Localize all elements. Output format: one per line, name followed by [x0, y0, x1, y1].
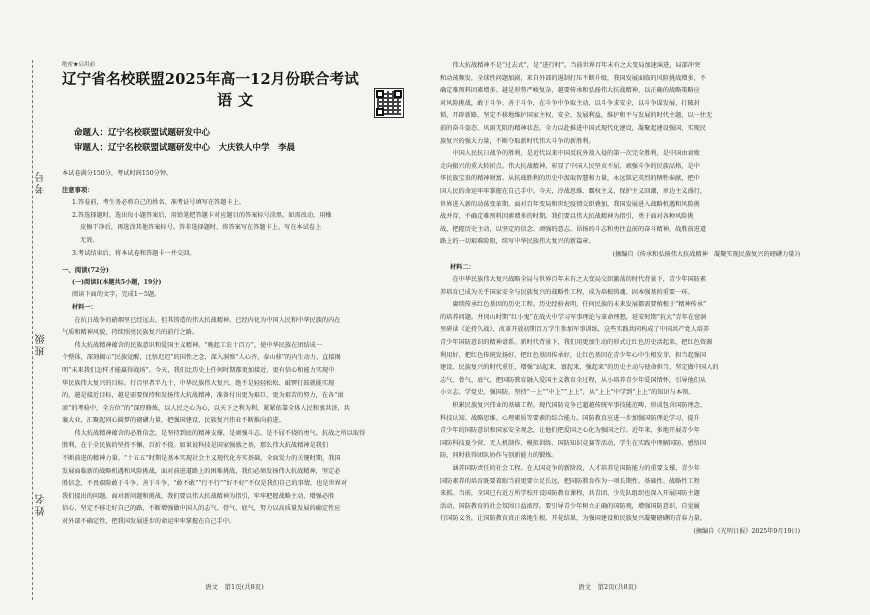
- text-line: 的培养问题。井冈山时期“红小鬼”在战火中学习军事理论与革命理想，延安时期“抗大”青年在窑洞: [440, 313, 707, 321]
- text-line: 锁，开辟新路，坚定不移地维护国家主权、安全、发展利益，维护和平与发展的时代主题，以一往无: [440, 112, 713, 120]
- subject-title: 语文: [217, 91, 260, 109]
- text-line: 华民族宝贵的精神财富。从抗战胜利的历史中汲取智慧和力量，永远铭记英烈的牺牲奉献，把中: [440, 175, 700, 183]
- text-line: 青少年的国防意识和国家安全观念，让他们把爱国之心化为强国之行。近年来，多地开展青少年: [440, 427, 700, 435]
- subject-row: [62, 90, 412, 120]
- text-line: 涵养国防责任的社会工程。在大国竞争的新阶段，人才培养是国防能力的重要支撑，青少年: [452, 465, 700, 472]
- author-line-1: 命题人：辽宁名校联盟试题研发中心: [74, 128, 211, 138]
- binding-exam-no: 考号: [36, 170, 47, 194]
- text-line: 前的奋斗姿态、风雨无阻的精神状态，全力以赴推进中国式现代化建设，凝聚起建设强国、实现民: [440, 124, 707, 132]
- authors: [74, 126, 412, 156]
- text-line: 世界进入新的动荡变革期，面对百年变局和世纪疫情交织叠加，我国发展进入战略机遇和风险挑: [440, 200, 700, 208]
- text-line: 科技认知、战略思维、心理素质等要素的综合能力。国防教育应进一步加强国防理论学习，提升: [440, 414, 700, 422]
- section-title: 一、阅读(72分): [62, 266, 109, 275]
- binding-name: 姓名: [36, 492, 47, 516]
- text-line: 我们提出的问题。面对新问题和挑战，我们要以伟大抗战精神为指引，牢牢把握战略主动，增强必胜: [62, 492, 335, 500]
- author-line-2: 审题人：辽宁名校联盟试题研发中心 大庆铁人中学 李晨: [74, 143, 296, 153]
- text-line: 胜信念，不畏艰险敢于斗争、善于斗争，“敢不敢”“行不行”“好不好”不仅是我们自己的事情，也是世界对: [62, 480, 348, 488]
- text-line: 明“未来我们怎样才能赢得战场”。今天，我们比历史上任何时期都更加接近、更有信心和能力实现中: [62, 366, 335, 374]
- material-1-continued: [440, 60, 800, 249]
- text-line: 利用好、把红色传统发扬好、把红色基因传承好，让红色基因在青少年心中生根发芽，担当起强国: [440, 351, 707, 359]
- text-line: 中国人民抗日战争的胜利，是近代以来中国反抗外敌入侵的第一次完全胜利，是中国由衰败: [452, 150, 700, 158]
- text-line: 建设、民族复兴的时代重任，增强“站起来、富起来、强起来”的历史主动与使命担当，坚定做中国人的: [440, 364, 719, 372]
- text-line: 国防科技夏令营、无人机制作、模拟训练、国防知识竞赛等活动，学生在实践中理解国防、感悟国: [440, 439, 707, 447]
- text-line: 不断前进的精神力量。“十五五”时期是基本实现社会主义现代化夯实基础、全面发力的关键时期，我国: [62, 455, 341, 463]
- text-line: 活动，国防教育的社会氛围日益浓厚。要引导青少年树立正确的国防观，增强国防意识，自觉履: [440, 502, 700, 510]
- text-line: 胜利，在于全民族的坚持不懈、百折不挠。如果说科技是国家强盛之基，那么伟大抗战精神是我们: [62, 442, 329, 450]
- binding-class: 班级: [36, 332, 47, 356]
- text-line: 行国防义务，让国防教育真正落地生根、开花结果，为强国建设和民族复兴凝聚磅礴的青春力量。: [440, 515, 707, 523]
- text-line: 个整体，深刻揭示“民族觉醒，比悟迟迟”的国性之念，深入洞察“人心齐，泰山移”的内生动力，直接揭: [62, 354, 341, 362]
- notes-heading: 注意事项：: [62, 186, 94, 194]
- material-1-label: 材料一：: [72, 303, 97, 311]
- text-line: 来抓。当前，全国已有近万所学校开设国防教育课程，共青团、少先队组织也深入开展国防主题: [440, 490, 700, 498]
- score-time: 本试卷满分150分，考试时间150分钟。: [62, 170, 173, 177]
- text-line: 滚”的考验中，全方位“的”深厚修炼，以人民之心为心，以天下之利为利，紧紧依靠全体人民和衷共济，共: [62, 404, 350, 412]
- text-line: 走向振兴的重大转折点。伟大抗战精神，彰显了中国人民坚贞不屈、顽强斗争的民族品格，是中: [440, 162, 700, 170]
- text-line: 族复兴的强大力量，不断夺取新时代伟大斗争的新胜利。: [440, 137, 595, 145]
- text-line: 小立志、学党史、强国防，坚持“一上”“中上”“上上”，从“上上”中学到“上上”的知识与本领。: [440, 389, 695, 397]
- text-line: 战，把握历史主动，以坚定的信念、顽强的意志、昂扬的斗志和勇往直前的奋斗精神，战胜前进道: [440, 225, 707, 233]
- note-line: 无效。: [80, 236, 99, 244]
- material-2-source: (摘编自《光明日报》2025年9月19日): [693, 527, 800, 535]
- material-1-source: (摘编自《传承和弘扬伟大抗战精神 凝聚实现民族复兴的磅礴力量》): [612, 250, 800, 258]
- subsection-title: (一)阅读Ⅰ(本题共5小题，19分): [72, 278, 162, 286]
- text-line: 国防素养的培育既要着眼当前更要立足长远，把国防教育作为一项长期性、基础性、战略性工程: [440, 477, 700, 485]
- text-line: 里研读《论持久战》，改革开放初期百万学生参加军事训练，这些实践共同构成了中国共产党人培养: [440, 326, 710, 334]
- text-line: 赓续传承红色基因的历史工程。历史经验表明，任何民族的未来发展都需要植根于“精神传承”: [452, 301, 707, 309]
- text-line: 伟大抗战精神蕴含的民族意识和爱国主义精神。“晚起工农十百万”，使中华民族在团结成一: [74, 341, 323, 349]
- text-line: 和动荡频发，全球性问题加剧，来自外部的遏制打压不断升级，我国发展面临的风险挑战增多，不: [440, 74, 707, 82]
- text-line: 志气、骨气、底气，把国防教育融入爱国主义教育全过程，从小培养青少年爱国情怀，引导他们从: [440, 376, 707, 384]
- reading-lead: 阅读下面的文字，完成1～5题。: [72, 291, 161, 299]
- text-line: 在抗日战争的硝烟里已经远去，但其铸造的伟大抗战精神，已经内化为中国人民和中华民族的内在: [74, 316, 341, 324]
- note-line: 3.考试结束后，将本试卷和答题卡一并交回。: [72, 249, 196, 257]
- binding-line: [32, 60, 33, 600]
- notes-list: [62, 197, 412, 260]
- text-line: 信心，坚定不移走好自己的路，不断增强做中国人的志气、骨气、底气，努力以高质量发展的确定性应: [62, 505, 341, 513]
- text-line: 伟大抗战精神不是“过去式”，是“进行时”。当前世界百年未有之大变局加速演进，局部冲突: [452, 62, 701, 69]
- right-column: [440, 60, 800, 539]
- page-footer-left: 语文 第1页(共8页): [205, 583, 264, 591]
- text-line: 襄大业，汇聚起同心圆梦的磅礴力量，把强国建设、民族复兴伟业不断推向前进。: [62, 417, 285, 425]
- text-line: 确定难预料因素增多。越是形势严峻复杂，越要传承和弘扬伟大抗战精神，以正确的战略策略应: [440, 87, 700, 95]
- text-line: 战并存、不确定难预料因素增多的时期。我们要以伟大抗战精神为指引，勇于面对各种风险挑: [440, 213, 694, 221]
- material-2-label: 材料二：: [450, 263, 475, 271]
- material-1-text: [62, 315, 412, 529]
- text-line: 气质和精神风貌，持续照亮民族复兴的前行之路。: [62, 329, 199, 337]
- text-line: 积累民族复兴伟业的基础工程。现代国防竞争已超越传统军事技能范畴，形成包含国防理念、: [452, 402, 707, 410]
- text-line: 对风险挑战，敢于斗争、善于斗争，在斗争中争取主动，以斗争求安全，以斗争谋发展，打破封: [440, 99, 700, 107]
- material-2-text: [440, 274, 800, 526]
- text-line: 国人民的命运牢牢掌握在自己手中。今天，冷战思维、霸权主义、保护主义回潮，单边主义盛行，: [440, 187, 707, 195]
- text-line: 路上的一切艰难险阻，续写中华民族伟大复兴的新篇章。: [440, 238, 595, 246]
- text-line: 的，越是接近目标，越是需要保持和发扬伟大抗战精神，准备付出更为艰巨、更为艰苦的努力，在各“滚: [62, 392, 344, 400]
- text-line: 在中华民族伟大复兴战略全局与世界百年未有之大变局交织激荡的时代背景下，青少年国防素: [452, 276, 707, 284]
- text-line: 对外部不确定性，把我国发展进步的命运牢牢掌握在自己手中。: [62, 518, 236, 526]
- text-line: 华民族伟大复兴的目标。行百里者半九十，中华民族伟大复兴，绝不是轻轻松松、敲锣打鼓就能实现: [62, 379, 335, 387]
- text-line: 伟大抗战精神蕴含的必胜信念，是坚持到底的精神支撑，是顽强斗志、是不屈不挠的勇气。抗战之所以取得: [74, 429, 366, 437]
- page-footer-right: 语文 第2页(共8页): [578, 583, 637, 591]
- exam-title: 辽宁省名校联盟2025年高一12月份联合考试: [62, 71, 359, 88]
- qr-code-icon: [374, 88, 404, 118]
- note-line: 2.答选择题时，选出每小题答案后，用铅笔把答题卡对应题目的答案标号涂黑。如需改动，用橡: [72, 211, 332, 219]
- left-column: [62, 60, 412, 529]
- text-line: 养培育已成为关乎国家安全与民族复兴的战略性工程，成为培根铸魂、固本强基的重要一环。: [440, 288, 694, 296]
- binding-strip: [8, 60, 58, 600]
- text-line: 青少年国防意识的精神谱系。新时代背景下，我们用更加生动的形式让红色历史活起来，把红色资源: [440, 339, 713, 347]
- text-line: 防，同时获得团队协作与创新能力的锻炼。: [440, 452, 558, 460]
- note-line: 皮擦干净后，再选涂其他答案标号。答非选择题时，将答案写在答题卡上。写在本试卷上: [80, 224, 322, 232]
- text-line: 发展面临新的战略机遇和风险挑战，面对前进道路上的困难挑战，我们必须发扬伟大抗战精神，坚定必: [62, 467, 341, 475]
- secret-mark: 绝密★启用前: [62, 62, 96, 68]
- note-line: 1.答卷前，考生务必将自己的姓名、准考证号填写在答题卡上。: [72, 199, 245, 207]
